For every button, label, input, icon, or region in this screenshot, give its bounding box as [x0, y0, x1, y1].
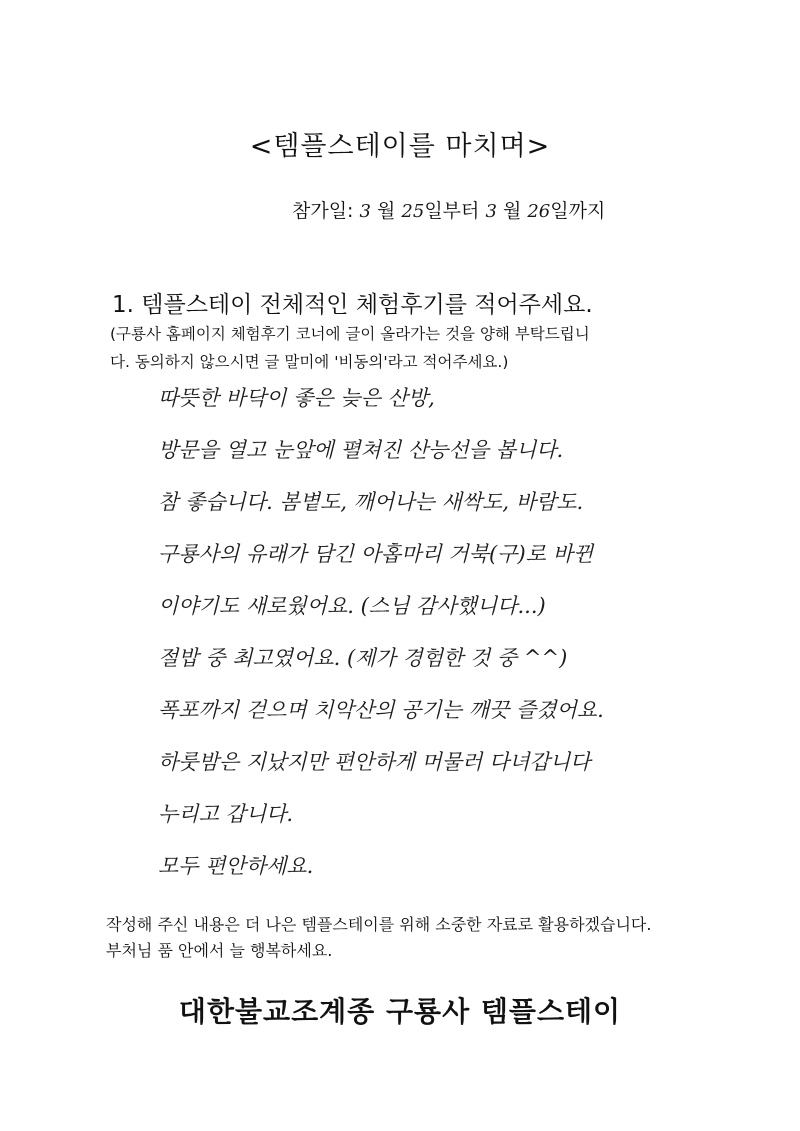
footer-note: 작성해 주신 내용은 더 나은 템플스테이를 위해 소중한 자료로 활용하겠습니다.	[106, 915, 652, 934]
page-title: <템플스테이를 마치며>	[249, 131, 551, 162]
to-unit: 일까지	[550, 200, 606, 222]
end-day-value: 26	[527, 201, 551, 222]
handwritten-answer	[158, 378, 778, 898]
question-note-line: (구룡사 홈페이지 체험후기 코너에 글이 올라가는 것을 양해 부탁드립니	[110, 325, 590, 343]
question-note	[110, 320, 700, 376]
end-month-unit: 월	[502, 200, 522, 222]
organization-name: 대한불교조계종 구룡사 템플스테이	[178, 995, 622, 1028]
participation-date-line	[292, 196, 605, 223]
answer-line: 절밥 중 최고였어요. (제가 경험한 것 중 ^^)	[158, 646, 568, 670]
from-unit: 일부터	[424, 200, 480, 222]
answer-line: 하룻밤은 지났지만 편안하게 머물러 다녀갑니다	[158, 750, 591, 774]
answer-line: 방문을 열고 눈앞에 펼쳐진 산능선을 봅니다.	[158, 438, 564, 462]
start-month-unit: 월	[377, 200, 396, 222]
start-month-value: 3	[359, 201, 371, 222]
question-note-line: 다. 동의하지 않으시면 글 말미에 '비동의'라고 적어주세요.)	[110, 353, 509, 371]
footer-blessing: 부처님 품 안에서 늘 행복하세요.	[106, 941, 333, 960]
participation-label: 참가일:	[292, 200, 354, 222]
answer-line: 누리고 갑니다.	[158, 802, 294, 826]
end-month-value: 3	[485, 201, 497, 222]
answer-line: 이야기도 새로웠어요. (스님 감사했니다...)	[158, 594, 546, 618]
answer-line: 구룡사의 유래가 담긴 아홉마리 거북(구)로 바뀐	[158, 542, 594, 566]
question-title: 1. 템플스테이 전체적인 체험후기를 적어주세요.	[112, 292, 593, 318]
answer-line: 따뜻한 바닥이 좋은 늦은 산방,	[158, 386, 435, 410]
start-day-value: 25	[401, 201, 425, 222]
answer-line: 모두 편안하세요.	[158, 854, 314, 878]
answer-line: 폭포까지 걷으며 치악산의 공기는 깨끗 즐겼어요.	[158, 698, 604, 722]
answer-line: 참 좋습니다. 봄볕도, 깨어나는 새싹도, 바람도.	[158, 490, 584, 514]
